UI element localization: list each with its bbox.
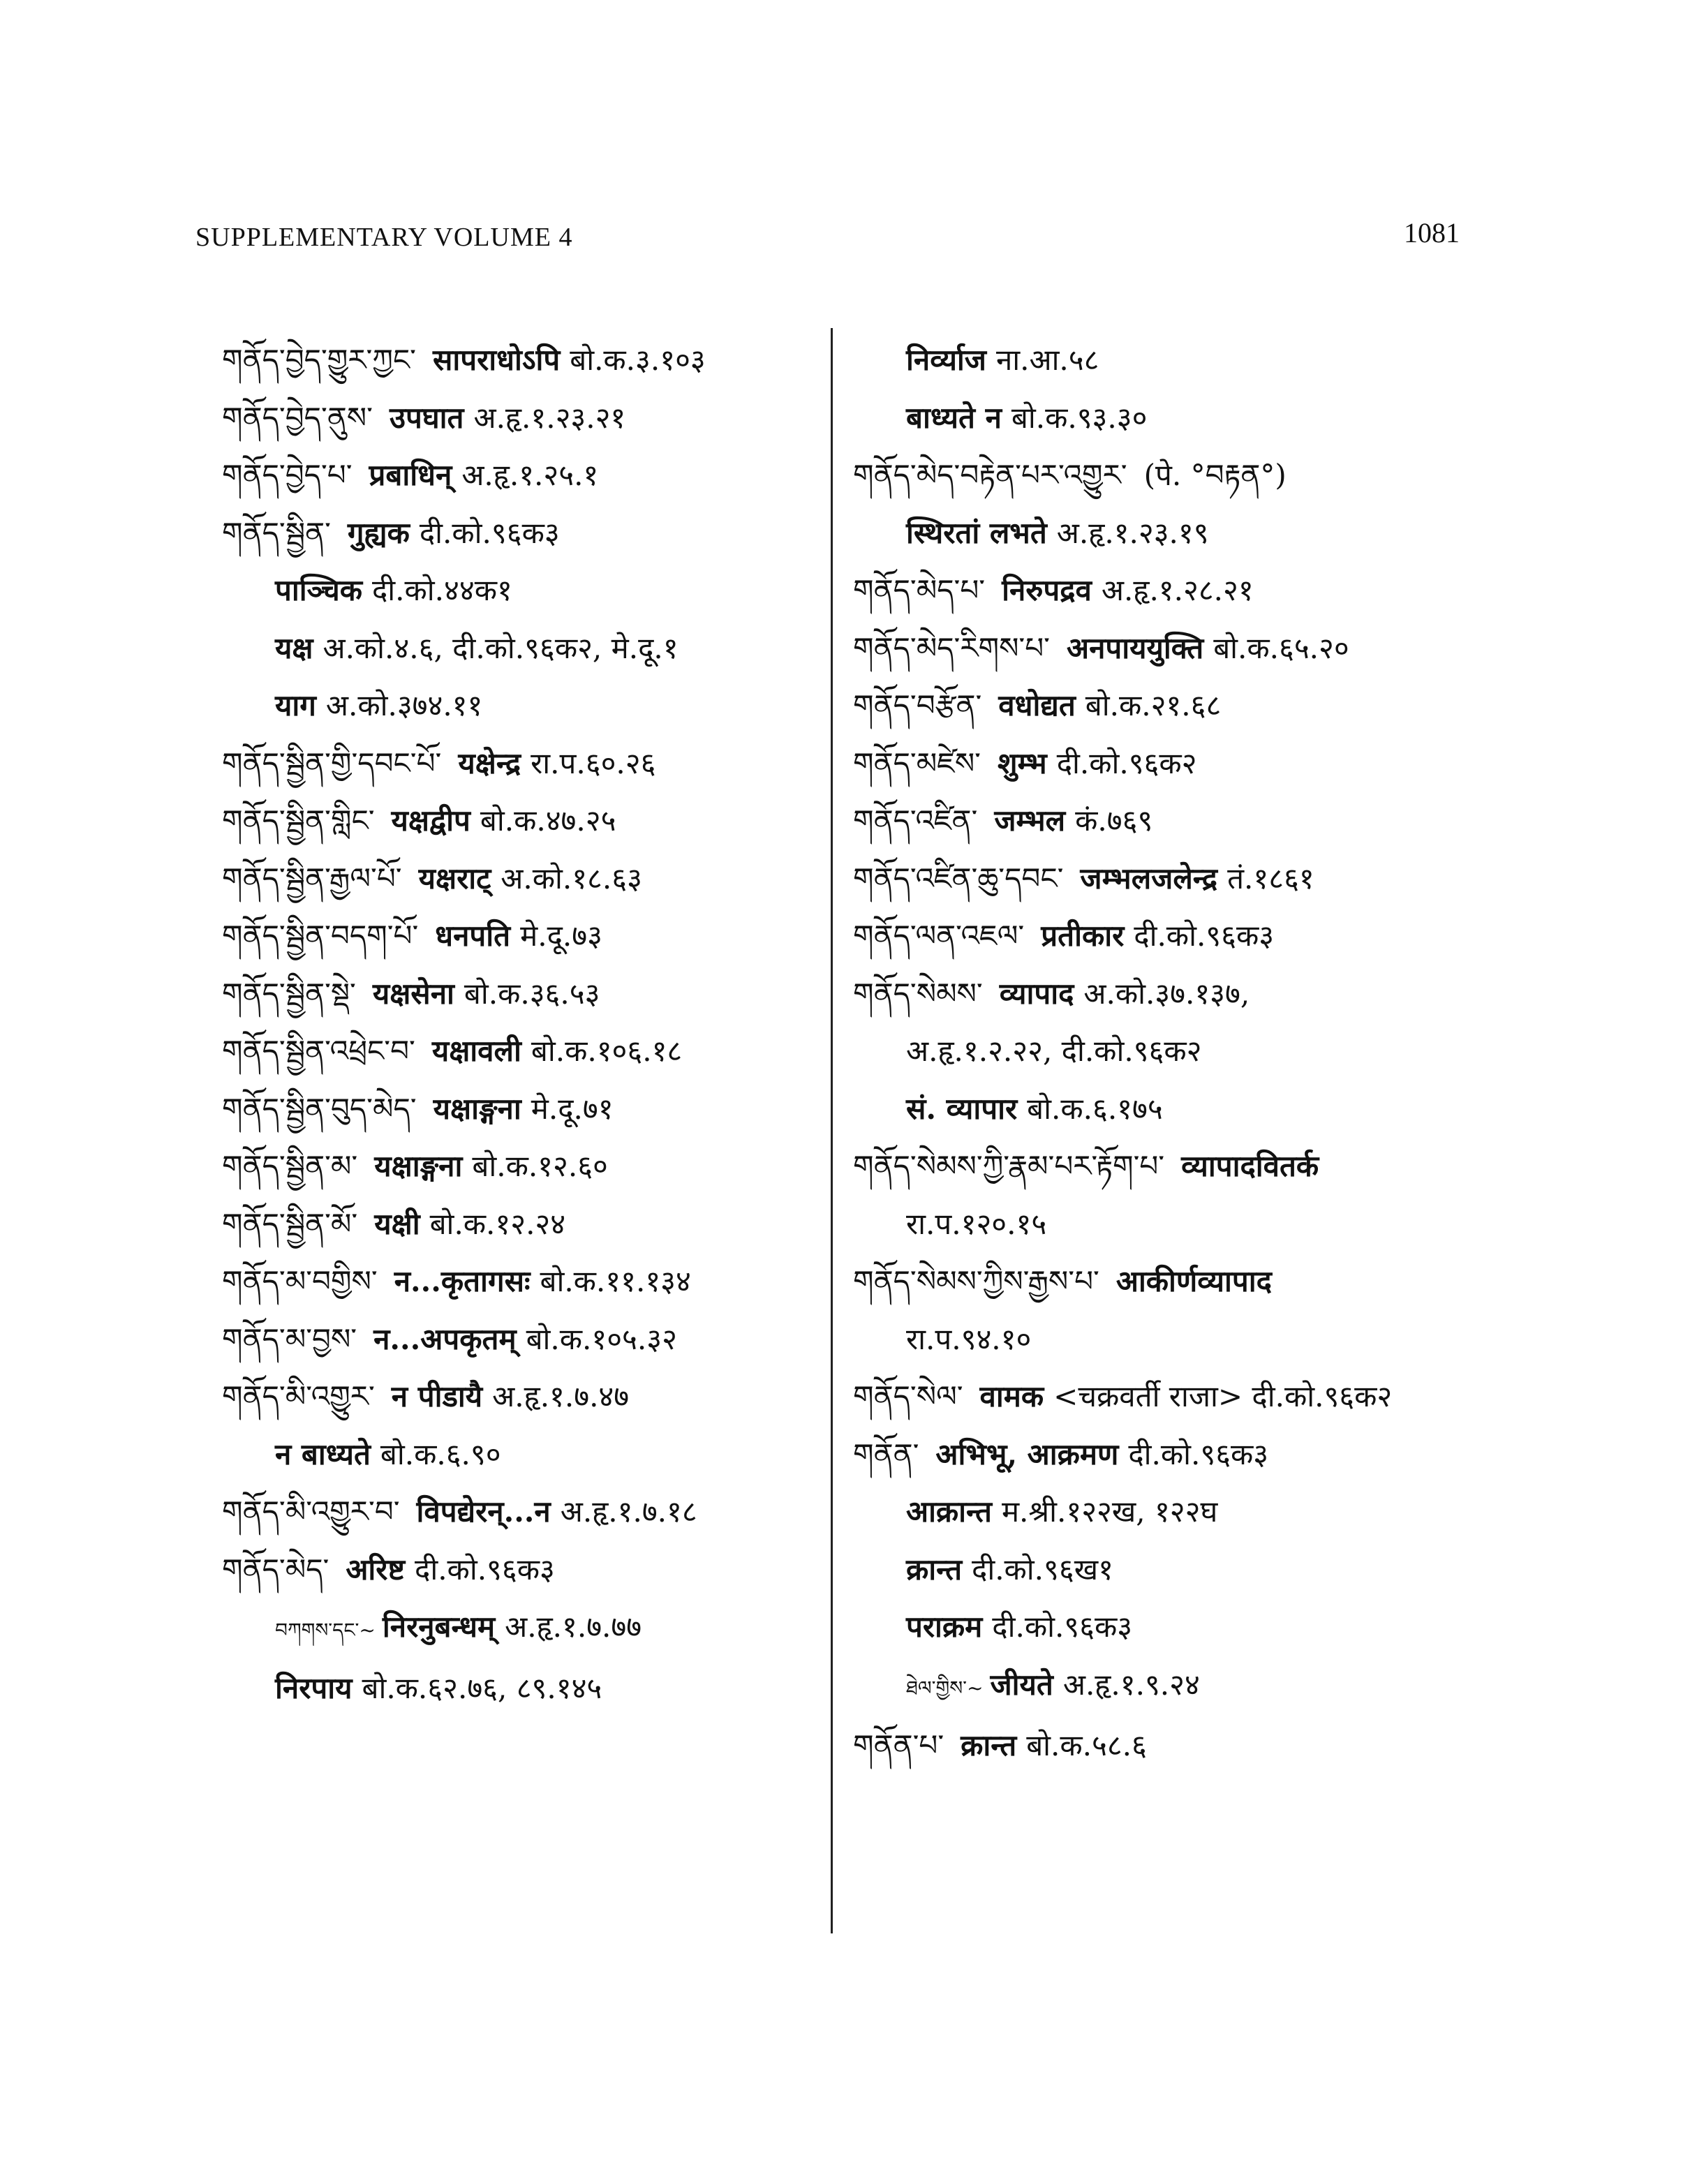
dictionary-entry: [853, 965, 1481, 1023]
source-reference: अ.को.४.६, दी.को.९६क२, मे.दू.१: [323, 630, 679, 665]
tibetan-headword: གནོད་མེད་རིགས་པ་: [853, 630, 1050, 665]
dictionary-entry: [853, 332, 1481, 389]
dictionary-entry: [222, 907, 822, 965]
dictionary-entry: [853, 1023, 1481, 1080]
sanskrit-equivalent: अभिभू, आक्रमण: [935, 1436, 1119, 1471]
tibetan-headword: གནོད་ལན་འཇལ་: [853, 919, 1025, 953]
dictionary-entry: [853, 1717, 1481, 1775]
sanskrit-equivalent: आकीर्णव्यापाद: [1115, 1264, 1272, 1298]
dictionary-entry: [853, 1253, 1481, 1311]
source-reference: अ.हृ.१.७.१८: [560, 1494, 697, 1529]
source-reference: बो.क.१०५.३२: [526, 1321, 677, 1356]
dictionary-entry: [222, 1426, 822, 1484]
sanskrit-equivalent: व्यापाद: [999, 976, 1074, 1011]
dictionary-entry: [853, 1598, 1481, 1656]
dictionary-entry: [853, 1311, 1481, 1369]
source-reference: बो.क.३६.५३: [464, 976, 600, 1011]
source-reference: कं.७६९: [1075, 803, 1153, 838]
dictionary-entry: [222, 1368, 822, 1426]
sanskrit-equivalent: क्रान्त: [961, 1728, 1017, 1762]
sanskrit-equivalent: यक्षावली: [431, 1034, 521, 1068]
sanskrit-equivalent: सं. व्यापार: [906, 1091, 1018, 1126]
dictionary-entry: [222, 389, 822, 447]
page-number: 1081: [1404, 217, 1460, 248]
source-reference: दी.को.९६क३: [419, 515, 560, 550]
tibetan-headword: གནོད་སྦྱིན་འཕྲེང་བ་: [222, 1034, 415, 1068]
source-reference: बो.क.६.९०: [380, 1436, 501, 1471]
sanskrit-equivalent: गुह्यक: [347, 515, 410, 550]
source-reference: अ.हृ.१.७.७७: [505, 1610, 642, 1644]
sanskrit-equivalent: व्यापादवितर्क: [1181, 1149, 1319, 1183]
sanskrit-equivalent: वामक: [979, 1379, 1044, 1413]
tibetan-headword: གནོད་སྦྱིན་གླིང་: [222, 803, 375, 838]
tibetan-headword: གནོད་མཛེས་: [853, 745, 981, 780]
sanskrit-equivalent: निर्व्याज: [906, 343, 986, 377]
dictionary-entry: [853, 1368, 1481, 1426]
dictionary-entry: [853, 1196, 1481, 1254]
sanskrit-equivalent: प्रबाधिन्: [369, 458, 452, 492]
source-reference: मे.दू.७३: [520, 919, 602, 953]
sanskrit-equivalent: जम्भलजलेन्द्र: [1080, 861, 1218, 896]
tibetan-headword: གནོན་: [853, 1436, 919, 1471]
source-reference: <चक्रवर्ती राजा> दी.को.९६क२: [1053, 1379, 1393, 1413]
tibetan-headword: གནོད་མེད་བརྟེན་པར་འགྱུར་: [853, 458, 1127, 492]
dictionary-entry: [853, 1541, 1481, 1599]
dictionary-entry: [222, 1023, 822, 1080]
source-reference: बो.क.४७.२५: [480, 803, 616, 838]
source-reference: दी.को.९६क३: [992, 1610, 1133, 1644]
source-reference: अ.को.१८.६३: [501, 861, 642, 896]
sanskrit-equivalent: जीयते: [990, 1667, 1053, 1702]
sanskrit-equivalent: वधोद्यत: [998, 688, 1076, 722]
dictionary-entry: [222, 735, 822, 793]
dictionary-entry: [222, 447, 822, 505]
dictionary-entry: [853, 792, 1481, 850]
sanskrit-equivalent: यक्षद्वीप: [391, 803, 470, 838]
source-reference: अ.हृ.१.२५.१: [461, 458, 599, 492]
source-reference: तं.१८६१: [1227, 861, 1314, 896]
source-reference: बो.क.११.१३४: [540, 1264, 691, 1298]
running-head: SUPPLEMENTARY VOLUME 4: [195, 223, 573, 252]
sanskrit-equivalent: सापराधोऽपि: [432, 343, 561, 377]
sanskrit-equivalent: उपघात: [389, 400, 464, 435]
source-reference: दी.को.९६क३: [415, 1552, 555, 1587]
source-reference: बो.क.५८.६: [1026, 1728, 1147, 1762]
dictionary-entry: [222, 562, 822, 620]
tibetan-headword: གནོད་མི་འགྱུར་བ་: [222, 1494, 400, 1529]
tibetan-headword: གནོད་སྦྱིན་བུད་མེད་: [222, 1091, 417, 1126]
dictionary-entry: [222, 1598, 822, 1660]
source-reference: बो.क.३.१०३: [570, 343, 706, 377]
dictionary-entry: [853, 677, 1481, 735]
dictionary-entry: [853, 1483, 1481, 1541]
tibetan-headword: གནོད་བརྩོན་: [853, 688, 982, 722]
sanskrit-equivalent: अनपाययुक्ति: [1067, 630, 1204, 665]
source-reference: अ.को.३७४.११: [325, 688, 483, 722]
source-reference: रा.प.१२०.१५: [906, 1206, 1047, 1241]
dictionary-entry: [853, 620, 1481, 678]
tibetan-headword: གནོད་སེམས་ཀྱིས་རྒྱས་པ་: [853, 1264, 1099, 1298]
tibetan-headword: གནོད་མི་འགྱུར་: [222, 1379, 375, 1413]
tibetan-headword: གནོད་སྦྱིན་མ་: [222, 1149, 358, 1183]
sanskrit-equivalent: यक्षराट्: [418, 861, 491, 896]
dictionary-entry: [222, 792, 822, 850]
tibetan-headword: གནོད་སྦྱིན་སྡེ་: [222, 976, 356, 1011]
tibetan-headword: གནོད་བྱེད་པ་: [222, 458, 353, 492]
source-reference: बो.क.२१.६८: [1085, 688, 1222, 722]
sanskrit-equivalent: प्रतीकार: [1041, 919, 1125, 953]
tibetan-headword: གནོད་བྱེད་ནུས་: [222, 400, 373, 435]
sanskrit-equivalent: धनपति: [435, 919, 511, 953]
dictionary-entry: [222, 1253, 822, 1311]
left-column: [222, 332, 822, 1717]
source-reference: बो.क.६५.२०: [1213, 630, 1349, 665]
sanskrit-equivalent: निरुपद्रव: [1002, 573, 1092, 607]
dictionary-entry: [222, 965, 822, 1023]
dictionary-entry: [222, 505, 822, 563]
sanskrit-equivalent: पराक्रम: [906, 1610, 983, 1644]
dictionary-entry: [222, 677, 822, 735]
dictionary-entry: [222, 1311, 822, 1369]
dictionary-entry: [222, 1541, 822, 1599]
tibetan-headword: གནོད་སྦྱིན་གྱི་དབང་པོ་: [222, 745, 442, 780]
sanskrit-equivalent: यक्षाङ्गना: [374, 1149, 463, 1183]
source-reference: रा.प.९४.१०: [906, 1321, 1032, 1356]
dictionary-entry: [222, 850, 822, 908]
sanskrit-equivalent: विपद्येरन्...न: [416, 1494, 551, 1529]
sanskrit-equivalent: बाध्यते न: [906, 400, 1002, 435]
sanskrit-equivalent: न पीडायै: [391, 1379, 483, 1413]
source-reference: अ.हृ.१.९.२४: [1062, 1667, 1200, 1702]
sanskrit-equivalent: स्थिरतां लभते: [906, 515, 1047, 550]
tibetan-headword: བཀགས་དང་~: [275, 1619, 376, 1642]
sanskrit-equivalent: यक्ष: [275, 630, 313, 665]
tibetan-headword: གནོད་སེམས་ཀྱི་རྣམ་པར་རྟོག་པ་: [853, 1149, 1165, 1183]
tibetan-headword: གནོད་མེད་: [222, 1552, 329, 1587]
source-reference: दी.को.९६क२: [1056, 745, 1197, 780]
dictionary-entry: [222, 1138, 822, 1196]
dictionary-entry: [853, 562, 1481, 620]
sanskrit-equivalent: पाञ्चिक: [275, 573, 362, 607]
source-reference: दी.को.९६ख१: [972, 1552, 1113, 1587]
tibetan-headword: ཐེལ་གྱིས་~: [906, 1676, 984, 1700]
source-reference: बो.क.१२.२४: [429, 1206, 566, 1241]
sanskrit-equivalent: न...अपकृतम्: [373, 1321, 517, 1356]
tibetan-headword: གནོད་སྦྱིན་བདག་པོ་: [222, 919, 419, 953]
tibetan-headword: གནོད་སྦྱིན་: [222, 515, 331, 550]
source-reference: अ.हृ.१.२.२२, दी.को.९६क२: [906, 1034, 1202, 1068]
dictionary-entry: [853, 850, 1481, 908]
dictionary-entry: [853, 735, 1481, 793]
tibetan-headword: གནོད་སེམས་: [853, 976, 983, 1011]
tibetan-headword: གནོད་སྦྱིན་མོ་: [222, 1206, 358, 1241]
dictionary-entry: [222, 1660, 822, 1718]
dictionary-entry: [222, 1080, 822, 1138]
source-reference: ना.आ.५८: [995, 343, 1099, 377]
sanskrit-equivalent: अरिष्ट: [346, 1552, 406, 1587]
tibetan-headword: གནོད་འཛིན་ཆུ་དབང་: [853, 861, 1064, 896]
dictionary-entry: [853, 447, 1481, 505]
sanskrit-equivalent: न...कृतागसः: [394, 1264, 531, 1298]
dictionary-entry: [222, 1196, 822, 1254]
sanskrit-equivalent: यक्षी: [374, 1206, 420, 1241]
tibetan-headword: གནོད་འཛིན་: [853, 803, 978, 838]
column-divider: [831, 328, 833, 1933]
sanskrit-equivalent: न बाध्यते: [275, 1436, 371, 1471]
source-reference: बो.क.१०६.१८: [531, 1034, 683, 1068]
tibetan-headword: གནོད་མ་བྱས་: [222, 1321, 357, 1356]
sanskrit-equivalent: यक्षेन्द्र: [458, 745, 521, 780]
source-reference: रा.प.६०.२६: [531, 745, 656, 780]
source-reference: अ.को.३७.१३७,: [1083, 976, 1250, 1011]
source-reference: अ.हृ.१.२८.२१: [1101, 573, 1254, 607]
source-reference: म.श्री.१२२ख, १२२घ: [1001, 1494, 1218, 1529]
sanskrit-equivalent: निरपाय: [275, 1670, 353, 1705]
tibetan-headword: གནོད་སེལ་: [853, 1379, 963, 1413]
dictionary-entry: [222, 332, 822, 389]
sanskrit-equivalent: यक्षाङ्गना: [433, 1091, 521, 1126]
tibetan-headword: གནོད་མ་བགྱིས་: [222, 1264, 378, 1298]
sanskrit-equivalent: क्रान्त: [906, 1552, 963, 1587]
source-reference: अ.हृ.१.२३.१९: [1056, 515, 1209, 550]
sanskrit-equivalent: यक्षसेना: [372, 976, 454, 1011]
sanskrit-equivalent: आक्रान्त: [906, 1494, 992, 1529]
source-reference: दी.को.९६क३: [1134, 919, 1275, 953]
dictionary-entry: [853, 1080, 1481, 1138]
dictionary-entry: [853, 1656, 1481, 1718]
sanskrit-equivalent: जम्भल: [994, 803, 1066, 838]
source-reference: मे.दू.७१: [531, 1091, 614, 1126]
dictionary-entry: [222, 1483, 822, 1541]
source-reference: दी.को.९६क३: [1128, 1436, 1269, 1471]
dictionary-entry: [222, 620, 822, 678]
tibetan-headword: གནོན་པ་: [853, 1728, 944, 1762]
dictionary-entry: [853, 1138, 1481, 1196]
source-reference: (पे. °བརྟན°): [1143, 458, 1287, 492]
dictionary-entry: [853, 1426, 1481, 1484]
tibetan-headword: གནོད་སྦྱིན་རྒྱལ་པོ་: [222, 861, 402, 896]
sanskrit-equivalent: याग: [275, 688, 316, 722]
tibetan-headword: གནོད་མེད་པ་: [853, 573, 986, 607]
dictionary-entry: [853, 505, 1481, 563]
source-reference: दी.को.४४क१: [372, 573, 512, 607]
source-reference: अ.हृ.१.२३.२१: [473, 400, 626, 435]
sanskrit-equivalent: निरनुबन्धम्: [382, 1610, 496, 1644]
source-reference: बो.क.१२.६०: [472, 1149, 608, 1183]
sanskrit-equivalent: शुम्भ: [998, 745, 1047, 780]
source-reference: बो.क.९३.३०: [1011, 400, 1148, 435]
source-reference: बो.क.६.१७५: [1027, 1091, 1163, 1126]
source-reference: अ.हृ.१.७.४७: [492, 1379, 630, 1413]
tibetan-headword: གནོད་བྱེད་གྱུར་ཀྱང་: [222, 343, 416, 377]
dictionary-entry: [853, 389, 1481, 447]
right-column: [853, 332, 1481, 1775]
dictionary-entry: [853, 907, 1481, 965]
source-reference: बो.क.६२.७६, ८९.१४५: [362, 1670, 602, 1705]
